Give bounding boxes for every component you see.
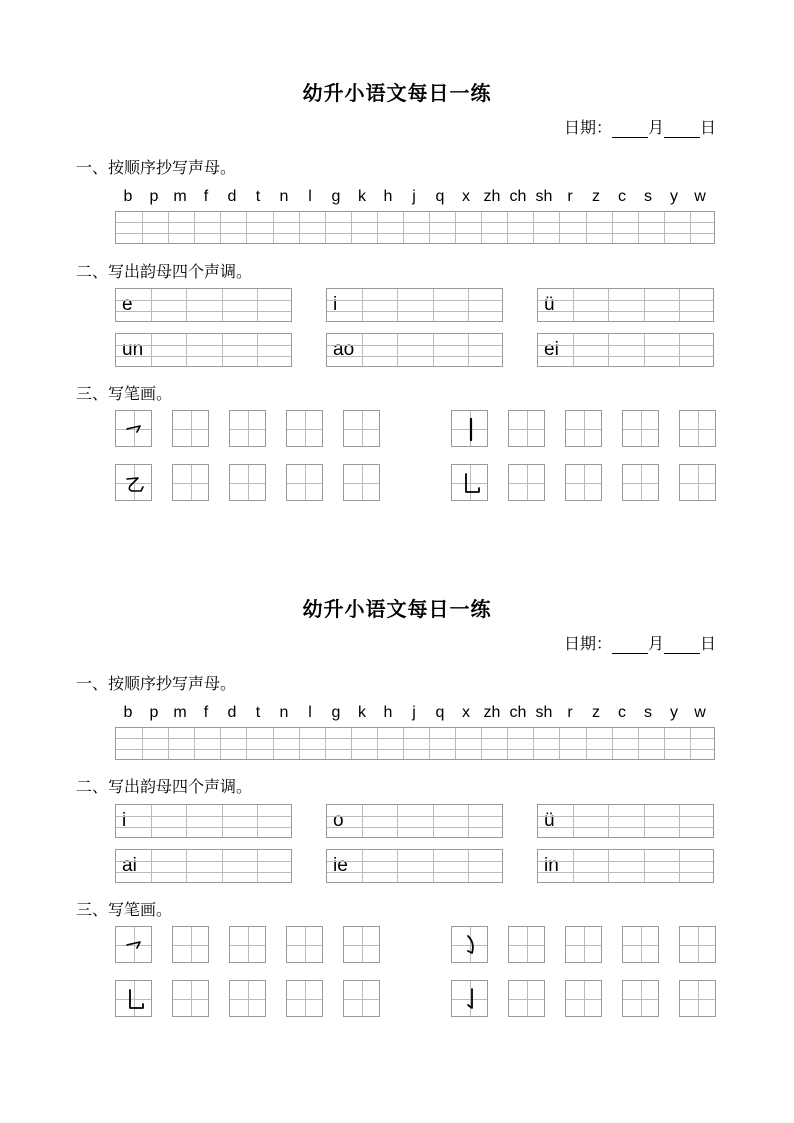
stroke-example-cell xyxy=(115,464,152,501)
grid-line xyxy=(538,861,713,862)
grid-line xyxy=(538,345,713,346)
initial-letter: r xyxy=(567,704,573,721)
initial-letter: d xyxy=(227,188,237,205)
grid-line xyxy=(507,212,508,243)
vowel-label: ao xyxy=(333,339,355,360)
grid-line xyxy=(351,728,352,759)
stroke-practice-cell[interactable] xyxy=(286,464,323,501)
grid-line xyxy=(116,300,291,301)
vowel-label: un xyxy=(122,339,144,360)
grid-line xyxy=(608,805,609,837)
stroke-practice-cell[interactable] xyxy=(229,926,266,963)
initial-letter: l xyxy=(308,188,312,205)
section2-title: 二、写出韵母四个声调。 xyxy=(76,777,253,796)
day-blank[interactable] xyxy=(664,635,700,654)
grid-line xyxy=(429,212,430,243)
day-blank[interactable] xyxy=(664,119,700,138)
grid-line xyxy=(403,212,404,243)
stroke-practice-cell[interactable] xyxy=(622,410,659,447)
grid-line xyxy=(257,805,258,837)
grid-line xyxy=(538,300,713,301)
grid-line xyxy=(273,212,274,243)
vowel-label: i xyxy=(333,294,338,315)
stroke-practice-cell[interactable] xyxy=(508,926,545,963)
tone-box[interactable] xyxy=(115,288,292,322)
month-blank[interactable] xyxy=(612,119,648,138)
grid-line xyxy=(608,289,609,321)
stroke-practice-cell[interactable] xyxy=(172,926,209,963)
section1-title: 一、按顺序抄写声母。 xyxy=(76,158,237,177)
initial-letter: d xyxy=(227,704,237,721)
grid-line xyxy=(151,850,152,882)
grid-line xyxy=(327,311,502,312)
grid-line xyxy=(116,233,714,234)
grid-line xyxy=(299,728,300,759)
vowel-label: ai xyxy=(122,855,137,876)
grid-line xyxy=(433,850,434,882)
tone-box[interactable] xyxy=(326,288,503,322)
grid-line xyxy=(194,212,195,243)
grid-line xyxy=(186,805,187,837)
stroke-example-cell xyxy=(451,926,488,963)
initial-letter: j xyxy=(412,188,416,205)
initial-letter: w xyxy=(694,188,706,205)
initial-letter: l xyxy=(308,704,312,721)
grid-line xyxy=(664,728,665,759)
section3-title: 三、写笔画。 xyxy=(76,900,173,919)
grid-line xyxy=(222,334,223,366)
grid-line xyxy=(644,334,645,366)
stroke-example-cell xyxy=(451,980,488,1017)
stroke-practice-cell[interactable] xyxy=(508,410,545,447)
month-label: 月 xyxy=(647,118,664,137)
grid-line xyxy=(468,289,469,321)
grid-line xyxy=(538,311,713,312)
grid-line xyxy=(362,850,363,882)
tone-box[interactable] xyxy=(115,333,292,367)
vowel-label: ei xyxy=(544,339,559,360)
stroke-practice-cell[interactable] xyxy=(172,410,209,447)
initial-letter: w xyxy=(694,704,706,721)
initial-letter: x xyxy=(462,704,470,721)
tone-box[interactable] xyxy=(326,804,503,838)
grid-line xyxy=(257,334,258,366)
grid-line xyxy=(644,850,645,882)
grid-line xyxy=(168,728,169,759)
initial-letter: zh xyxy=(483,704,501,721)
grid-line xyxy=(481,212,482,243)
grid-line xyxy=(468,850,469,882)
initial-letter: b xyxy=(123,704,133,721)
grid-line xyxy=(327,816,502,817)
stroke-practice-cell[interactable] xyxy=(679,410,716,447)
grid-line xyxy=(612,728,613,759)
grid-line xyxy=(116,356,291,357)
grid-line xyxy=(538,816,713,817)
stroke-practice-cell[interactable] xyxy=(508,980,545,1017)
initial-letter: x xyxy=(462,188,470,205)
shu-gou-stroke xyxy=(452,981,489,1018)
worksheet-2 xyxy=(0,516,794,1032)
grid-line xyxy=(612,212,613,243)
grid-line xyxy=(559,212,560,243)
initial-letter: h xyxy=(383,704,393,721)
stroke-practice-cell[interactable] xyxy=(343,926,380,963)
initial-letter: p xyxy=(149,188,159,205)
grid-line xyxy=(186,850,187,882)
grid-line xyxy=(257,289,258,321)
stroke-example-cell xyxy=(115,980,152,1017)
grid-line xyxy=(362,805,363,837)
grid-line xyxy=(151,334,152,366)
initial-letter: g xyxy=(331,704,341,721)
grid-line xyxy=(327,345,502,346)
stroke-practice-cell[interactable] xyxy=(622,464,659,501)
stroke-practice-cell[interactable] xyxy=(172,980,209,1017)
initials-row xyxy=(115,704,715,724)
grid-line xyxy=(690,728,691,759)
grid-line xyxy=(690,212,691,243)
stroke-practice-cell[interactable] xyxy=(286,980,323,1017)
grid-line xyxy=(433,289,434,321)
grid-line xyxy=(116,872,291,873)
grid-line xyxy=(397,289,398,321)
stroke-practice-cell[interactable] xyxy=(679,926,716,963)
grid-line xyxy=(455,728,456,759)
vowel-label: ü xyxy=(544,294,555,315)
grid-line xyxy=(573,850,574,882)
initials-writing-grid[interactable] xyxy=(115,211,715,244)
stroke-practice-cell[interactable] xyxy=(286,410,323,447)
grid-line xyxy=(327,300,502,301)
grid-line xyxy=(142,212,143,243)
grid-line xyxy=(638,212,639,243)
grid-line xyxy=(116,816,291,817)
initial-letter: zh xyxy=(483,188,501,205)
date-line xyxy=(564,631,716,654)
heng-zhe-stroke xyxy=(116,927,153,964)
grid-line xyxy=(116,738,714,739)
initial-letter: f xyxy=(203,188,209,205)
initial-letter: z xyxy=(592,188,600,205)
initial-letter: p xyxy=(149,704,159,721)
heng-zhe-wan-gou-stroke xyxy=(116,465,153,502)
stroke-practice-cell[interactable] xyxy=(343,464,380,501)
grid-line xyxy=(538,356,713,357)
stroke-example-cell xyxy=(451,410,488,447)
grid-line xyxy=(116,222,714,223)
initial-letter: g xyxy=(331,188,341,205)
grid-line xyxy=(327,356,502,357)
grid-line xyxy=(186,289,187,321)
grid-line xyxy=(325,212,326,243)
worksheet-title: 幼升小语文每日一练 xyxy=(302,597,492,621)
stroke-practice-cell[interactable] xyxy=(565,464,602,501)
stroke-practice-cell[interactable] xyxy=(622,926,659,963)
initials-row xyxy=(115,188,715,208)
initial-letter: b xyxy=(123,188,133,205)
vowel-label: o xyxy=(333,810,344,831)
grid-line xyxy=(299,212,300,243)
grid-line xyxy=(573,334,574,366)
grid-line xyxy=(403,728,404,759)
grid-line xyxy=(397,805,398,837)
initial-letter: c xyxy=(618,704,626,721)
initial-letter: t xyxy=(255,704,261,721)
grid-line xyxy=(351,212,352,243)
date-line xyxy=(564,115,716,138)
grid-line xyxy=(679,334,680,366)
tone-box[interactable] xyxy=(115,804,292,838)
initial-letter: ch xyxy=(509,704,527,721)
grid-line xyxy=(533,212,534,243)
grid-line xyxy=(362,334,363,366)
section3-title: 三、写笔画。 xyxy=(76,384,173,403)
grid-line xyxy=(327,827,502,828)
grid-line xyxy=(186,334,187,366)
grid-line xyxy=(679,850,680,882)
stroke-practice-cell[interactable] xyxy=(508,464,545,501)
initial-letter: n xyxy=(279,188,289,205)
grid-line xyxy=(327,872,502,873)
day-label: 日 xyxy=(699,634,716,653)
initials-writing-grid[interactable] xyxy=(115,727,715,760)
grid-line xyxy=(455,212,456,243)
grid-line xyxy=(325,728,326,759)
grid-line xyxy=(586,212,587,243)
initial-letter: c xyxy=(618,188,626,205)
grid-line xyxy=(327,861,502,862)
initial-letter: n xyxy=(279,704,289,721)
initial-letter: sh xyxy=(535,188,553,205)
stroke-practice-cell[interactable] xyxy=(229,410,266,447)
tone-box[interactable] xyxy=(537,288,714,322)
grid-line xyxy=(679,805,680,837)
grid-line xyxy=(220,728,221,759)
grid-line xyxy=(644,805,645,837)
initial-letter: r xyxy=(567,188,573,205)
stroke-practice-cell[interactable] xyxy=(679,980,716,1017)
grid-line xyxy=(116,345,291,346)
grid-line xyxy=(559,728,560,759)
grid-line xyxy=(151,289,152,321)
wan-gou-stroke xyxy=(452,927,489,964)
shu-wan-gou-stroke xyxy=(452,465,489,502)
initial-letter: t xyxy=(255,188,261,205)
grid-line xyxy=(116,311,291,312)
tone-box[interactable] xyxy=(326,333,503,367)
initial-letter: m xyxy=(173,188,187,205)
grid-line xyxy=(257,850,258,882)
stroke-practice-cell[interactable] xyxy=(622,980,659,1017)
grid-line xyxy=(116,861,291,862)
grid-line xyxy=(116,827,291,828)
grid-line xyxy=(429,728,430,759)
tone-box[interactable] xyxy=(537,849,714,883)
grid-line xyxy=(151,805,152,837)
initial-letter: f xyxy=(203,704,209,721)
grid-line xyxy=(679,289,680,321)
initial-letter: q xyxy=(435,188,445,205)
grid-line xyxy=(246,212,247,243)
grid-line xyxy=(362,289,363,321)
grid-line xyxy=(608,850,609,882)
stroke-practice-cell[interactable] xyxy=(343,410,380,447)
grid-line xyxy=(194,728,195,759)
grid-line xyxy=(116,749,714,750)
initial-letter: k xyxy=(358,188,366,205)
stroke-example-cell xyxy=(115,926,152,963)
stroke-practice-cell[interactable] xyxy=(286,926,323,963)
initial-letter: sh xyxy=(535,704,553,721)
tone-box[interactable] xyxy=(115,849,292,883)
stroke-practice-cell[interactable] xyxy=(565,926,602,963)
grid-line xyxy=(538,827,713,828)
initial-letter: k xyxy=(358,704,366,721)
month-label: 月 xyxy=(647,634,664,653)
stroke-practice-cell[interactable] xyxy=(679,464,716,501)
grid-line xyxy=(533,728,534,759)
grid-line xyxy=(397,334,398,366)
grid-line xyxy=(222,805,223,837)
initial-letter: y xyxy=(670,188,678,205)
month-blank[interactable] xyxy=(612,635,648,654)
stroke-practice-cell[interactable] xyxy=(229,980,266,1017)
grid-line xyxy=(664,212,665,243)
grid-line xyxy=(608,334,609,366)
shu-wan-gou-stroke xyxy=(116,981,153,1018)
grid-line xyxy=(573,289,574,321)
grid-line xyxy=(433,334,434,366)
worksheet-title: 幼升小语文每日一练 xyxy=(302,81,492,105)
grid-line xyxy=(433,805,434,837)
tone-box[interactable] xyxy=(537,333,714,367)
grid-line xyxy=(397,850,398,882)
grid-line xyxy=(273,728,274,759)
grid-line xyxy=(638,728,639,759)
grid-line xyxy=(222,289,223,321)
initial-letter: z xyxy=(592,704,600,721)
grid-line xyxy=(507,728,508,759)
grid-line xyxy=(377,212,378,243)
heng-zhe-stroke xyxy=(116,411,153,448)
tone-box[interactable] xyxy=(537,804,714,838)
initial-letter: m xyxy=(173,704,187,721)
grid-line xyxy=(220,212,221,243)
grid-line xyxy=(142,728,143,759)
grid-line xyxy=(538,872,713,873)
day-label: 日 xyxy=(699,118,716,137)
initial-letter: y xyxy=(670,704,678,721)
grid-line xyxy=(168,212,169,243)
section2-title: 二、写出韵母四个声调。 xyxy=(76,262,253,281)
grid-line xyxy=(468,805,469,837)
date-label: 日期： xyxy=(563,118,612,137)
stroke-practice-cell[interactable] xyxy=(565,980,602,1017)
grid-line xyxy=(644,289,645,321)
initial-letter: h xyxy=(383,188,393,205)
date-label: 日期： xyxy=(563,634,612,653)
initial-letter: j xyxy=(412,704,416,721)
vowel-label: ie xyxy=(333,855,348,876)
grid-line xyxy=(468,334,469,366)
stroke-practice-cell[interactable] xyxy=(172,464,209,501)
initial-letter: s xyxy=(644,704,652,721)
grid-line xyxy=(481,728,482,759)
stroke-practice-cell[interactable] xyxy=(565,410,602,447)
shu-stroke xyxy=(452,411,489,448)
stroke-example-cell xyxy=(115,410,152,447)
vowel-label: e xyxy=(122,294,133,315)
grid-line xyxy=(586,728,587,759)
stroke-practice-cell[interactable] xyxy=(229,464,266,501)
tone-box[interactable] xyxy=(326,849,503,883)
grid-line xyxy=(222,850,223,882)
vowel-label: in xyxy=(544,855,559,876)
vowel-label: ü xyxy=(544,810,555,831)
section1-title: 一、按顺序抄写声母。 xyxy=(76,674,237,693)
grid-line xyxy=(573,805,574,837)
vowel-label: i xyxy=(122,810,127,831)
initial-letter: ch xyxy=(509,188,527,205)
stroke-practice-cell[interactable] xyxy=(343,980,380,1017)
grid-line xyxy=(377,728,378,759)
initial-letter: q xyxy=(435,704,445,721)
stroke-example-cell xyxy=(451,464,488,501)
grid-line xyxy=(246,728,247,759)
worksheet-1 xyxy=(0,0,794,516)
initial-letter: s xyxy=(644,188,652,205)
